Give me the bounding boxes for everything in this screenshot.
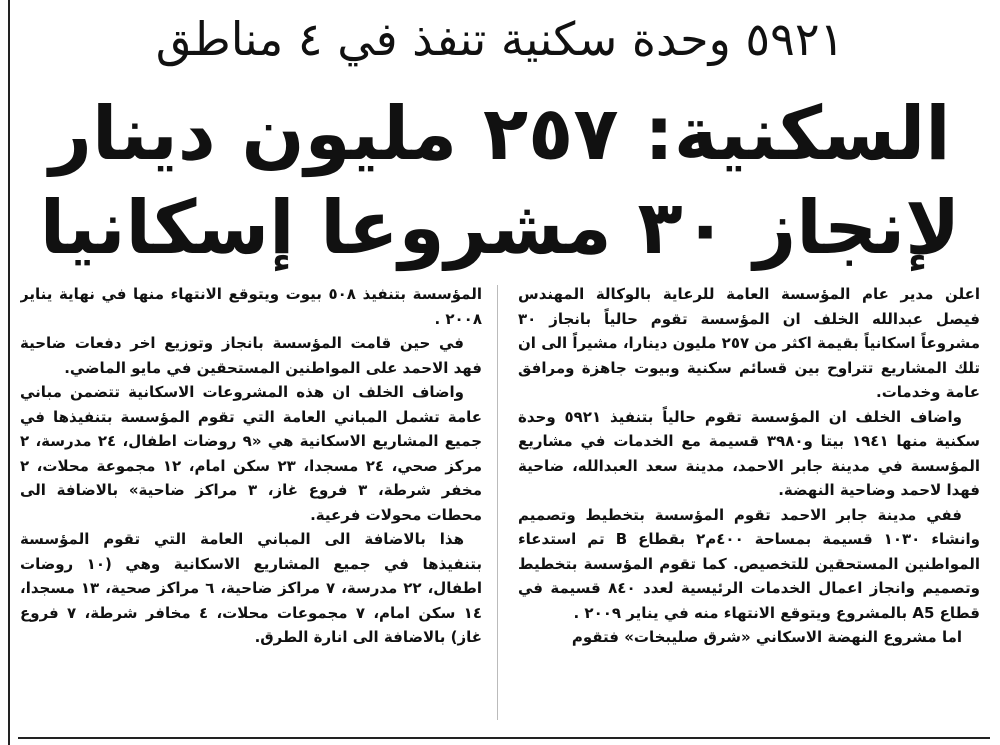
article-paragraph: هذا بالاضافة الى المباني العامة التي تقوم المؤسسة بتنفيذها في جميع المشاريع الاسكانية وهي (١٠ روضات اطفال، ٢٢ مدرسة، ٧ مراكز ضاحية، ٦ مراكز صحية، ١٣ مسجدا، ١٤ سكن امام، ٧ مجموعات محلات، ٤ مخافر شرطة، ٧ فروع غاز) بالاضافة الى انارة الطرق. xyxy=(20,530,482,646)
article-paragraph: واضاف الخلف ان هذه المشروعات الاسكانية تتضمن مباني عامة تشمل المباني العامة التي تقوم المؤسسة بتنفيذها في جميع المشاريع الاسكانية هي «٩ روضات اطفال، ٢٤ مدرسة، ٢ مركز صحي، ٢٤ مسجدا، ٢٣ سكن امام، ١٢ مجموعة محلات، ٢ مخفر شرطة، ٣ فروع غاز، ٣ مراكز ضاحية» بالاضافة الى محطات محولات فرعية. xyxy=(20,383,482,524)
article-paragraph: ففي مدينة جابر الاحمد تقوم المؤسسة بتخطيط وتصميم وانشاء ١٠٣٠ قسيمة بمساحة ٤٠٠م٢ بقطاع B تم استدعاء المواطنين المستحقين للتخصيص. كما تقوم المؤسسة بتخطيط وتصميم وانجاز اعمال الخدمات الرئيسية لعدد ٨٤٠ قسيمة في قطاع A5 بالمشروع ويتوقع الانتهاء منه في يناير ٢٠٠٩ . xyxy=(518,505,980,622)
headline-kicker: ٥٩٢١ وحدة سكنية تنفذ في ٤ مناطق xyxy=(155,12,845,66)
article-paragraph: اعلن مدير عام المؤسسة العامة للرعاية بالوكالة المهندس فيصل عبدالله الخلف ان المؤسسة تقوم حالياً بانجاز ٣٠ مشروعاً اسكانياً بقيمة اكثر من ٢٥٧ مليون دينارا، مشيراً الى ان تلك المشاريع تتراوح بين قسائم سكنية وبيوت جاهزة ومرافق عامة وخدمات. xyxy=(518,285,980,401)
article-paragraph: اما مشروع النهضة الاسكاني «شرق صليبخات» فتقوم xyxy=(571,628,962,646)
bottom-rule xyxy=(18,737,990,739)
column-divider xyxy=(497,285,498,720)
headline-title-line-2: لإنجاز ٣٠ مشروعا إسكانيا xyxy=(39,185,961,271)
article-paragraph: المؤسسة بتنفيذ ٥٠٨ بيوت ويتوقع الانتهاء منها في نهاية يناير ٢٠٠٨ . xyxy=(20,285,482,328)
article-paragraph: في حين قامت المؤسسة بانجاز وتوزيع اخر دفعات ضاحية فهد الاحمد على المواطنين المستحقين في مايو الماضي. xyxy=(20,334,482,377)
page-edge-rule xyxy=(8,0,10,745)
article-column-right xyxy=(518,282,980,722)
headline-title-line-1: السكنية: ٢٥٧ مليون دينار xyxy=(49,91,951,177)
article-paragraph: واضاف الخلف ان المؤسسة تقوم حالياً بتنفيذ ٥٩٢١ وحدة سكنية منها ١٩٤١ بيتا و٣٩٨٠ قسيمة مع الخدمات في مشاريع المؤسسة في مدينة جابر الاحمد، مدينة سعد العبدالله، ضاحية فهدا لاحمد وضاحية النهضة. xyxy=(518,407,980,499)
article-column-left xyxy=(20,282,482,722)
